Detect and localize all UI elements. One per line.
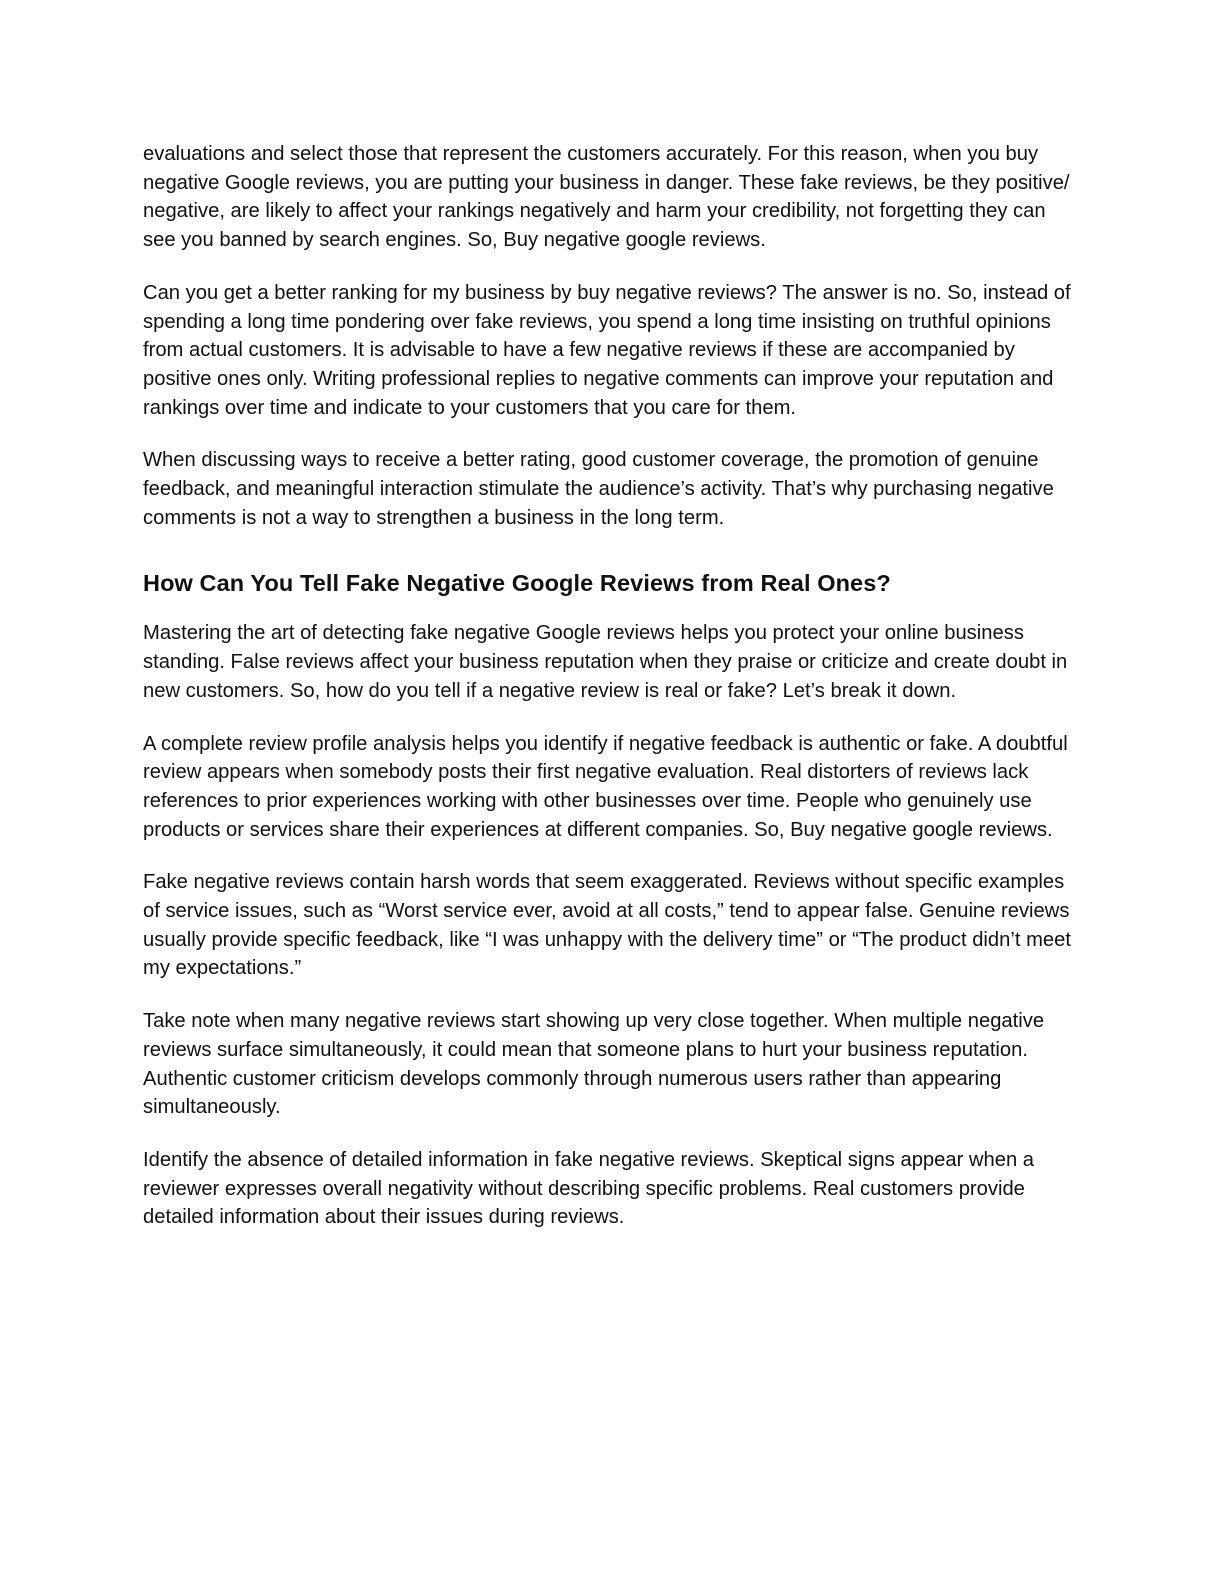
- paragraph-detecting-fake: Mastering the art of detecting fake negative Google reviews helps you protect your online business standing. False reviews affect your business reputation when they praise or criticize and create doubt in new customers. So, how do you tell if a negative review is real or fake? Let’s break it down.: [143, 622, 1068, 702]
- paragraph-better-ranking: Can you get a better ranking for my business by buy negative reviews? The answer is no. So, instead of spending a long time pondering over fake reviews, you spend a long time insisting on truthful opinions from actual customers. It is advisable to have a few negative reviews if these are accompanied by positive ones only. Writing professional replies to negative comments can improve your reputation and rankings over time and indicate to your customers that you care for them.: [143, 281, 1071, 419]
- paragraph-detail-absence: Identify the absence of detailed information in fake negative reviews. Skeptical signs appear when a reviewer expresses overall negativity without describing specific problems. Real customers provide detailed information about their issues during reviews.: [143, 1148, 1035, 1229]
- paragraph-intro-continuation: evaluations and select those that represent the customers accurately. For this reason, when you buy negative Google reviews, you are putting your business in danger. These fake reviews, be they positive/ negative, are likely to affect your rankings negatively and harm your credibility, not forgetting they can see you banned by search engines. So, Buy negative google reviews.: [143, 143, 1070, 252]
- document-body: [143, 140, 1073, 1256]
- section-heading: How Can You Tell Fake Negative Google Reviews from Real Ones?: [143, 570, 891, 597]
- paragraph-profile-analysis: A complete review profile analysis helps you identify if negative feedback is authentic or fake. A doubtful review appears when somebody posts their first negative evaluation. Real distorters of reviews lack references to prior experiences working with other businesses over time. People who genuinely use products or services share their experiences at different companies. So, Buy negative google reviews.: [143, 732, 1068, 841]
- paragraph-harsh-words: Fake negative reviews contain harsh words that seem exaggerated. Reviews without specific examples of service issues, such as “Worst service ever, avoid at all costs,” tend to appear false. Genuine reviews usually provide specific feedback, like “I was unhappy with the delivery time” or “The product didn’t meet my expectations.”: [143, 871, 1071, 980]
- paragraph-timing: Take note when many negative reviews start showing up very close together. When multiple negative reviews surface simultaneously, it could mean that someone plans to hurt your business reputation. Authentic customer criticism develops commonly through numerous users rather than appearing simultaneously.: [143, 1010, 1045, 1119]
- paragraph-better-rating: When discussing ways to receive a better rating, good customer coverage, the promotion of genuine feedback, and meaningful interaction stimulate the audience’s activity. That’s why purchasing negative comments is not a way to strengthen a business in the long term.: [143, 449, 1054, 529]
